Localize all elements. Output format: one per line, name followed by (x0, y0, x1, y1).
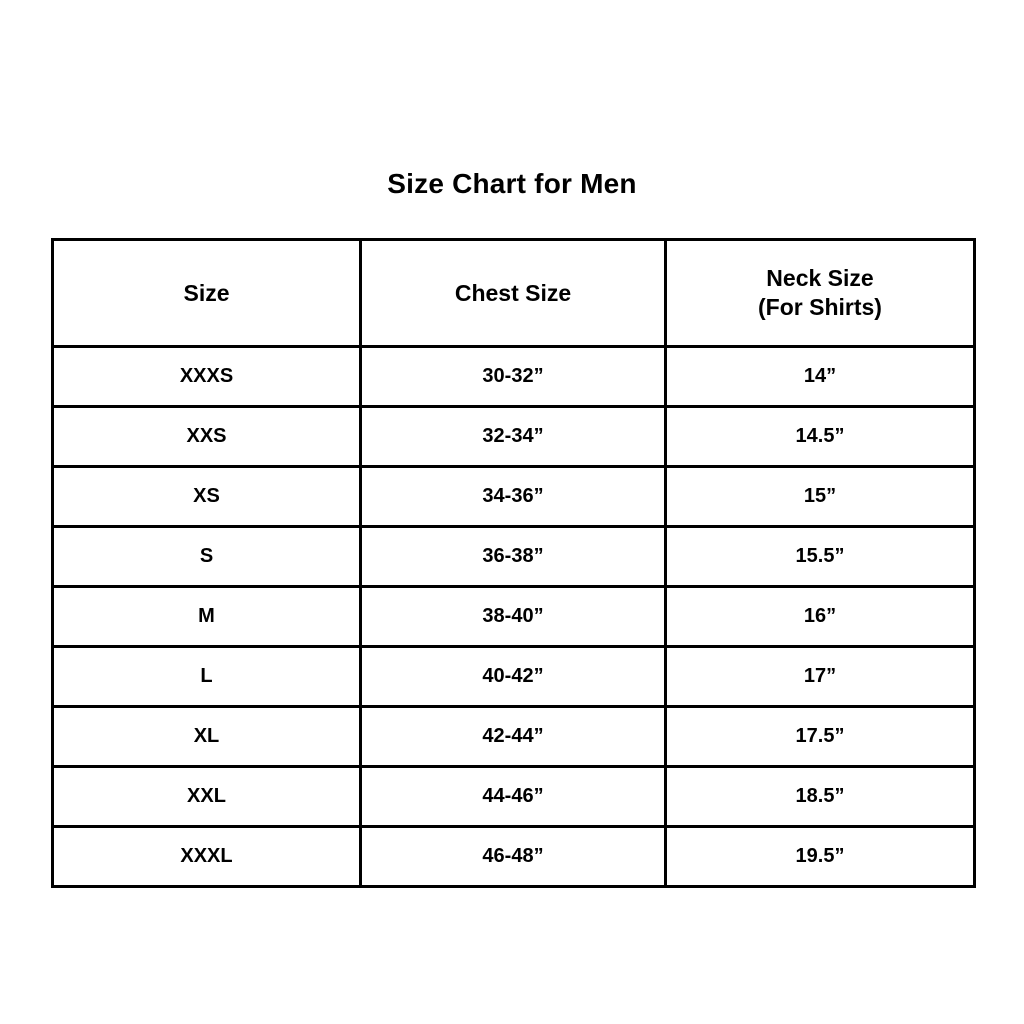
cell-size: M (53, 587, 361, 647)
cell-chest: 32-34” (361, 407, 666, 467)
cell-neck: 14” (666, 347, 975, 407)
cell-size: XL (53, 707, 361, 767)
cell-chest: 46-48” (361, 827, 666, 887)
table-body (53, 347, 975, 887)
column-header-size (53, 240, 361, 347)
cell-neck: 14.5” (666, 407, 975, 467)
page-title: Size Chart for Men (387, 168, 637, 199)
cell-chest: 30-32” (361, 347, 666, 407)
table-row (53, 587, 975, 647)
table-row (53, 467, 975, 527)
cell-chest: 40-42” (361, 647, 666, 707)
table-row (53, 767, 975, 827)
table-row (53, 647, 975, 707)
cell-chest: 42-44” (361, 707, 666, 767)
column-header-neck-size (666, 240, 975, 347)
cell-size: XXXS (53, 347, 361, 407)
table-row (53, 707, 975, 767)
table-row (53, 827, 975, 887)
cell-size: XXS (53, 407, 361, 467)
column-header-neck-size-sublabel: (For Shirts) (758, 294, 882, 320)
table-row (53, 527, 975, 587)
cell-chest: 34-36” (361, 467, 666, 527)
column-header-size-label: Size (183, 279, 230, 306)
cell-size: S (53, 527, 361, 587)
cell-chest: 38-40” (361, 587, 666, 647)
size-chart-table (51, 238, 976, 888)
cell-neck: 15” (666, 467, 975, 527)
size-chart-table-wrapper (51, 238, 973, 888)
cell-size: XS (53, 467, 361, 527)
table-row (53, 347, 975, 407)
cell-neck: 17” (666, 647, 975, 707)
cell-chest: 36-38” (361, 527, 666, 587)
column-header-chest-size (361, 240, 666, 347)
column-header-chest-size-label: Chest Size (454, 279, 572, 306)
cell-chest: 44-46” (361, 767, 666, 827)
cell-neck: 19.5” (666, 827, 975, 887)
cell-size: XXL (53, 767, 361, 827)
cell-neck: 15.5” (666, 527, 975, 587)
cell-size: XXXL (53, 827, 361, 887)
cell-neck: 16” (666, 587, 975, 647)
column-header-neck-size-label: Neck Size (766, 265, 874, 292)
cell-size: L (53, 647, 361, 707)
table-row (53, 407, 975, 467)
cell-neck: 17.5” (666, 707, 975, 767)
cell-neck: 18.5” (666, 767, 975, 827)
table-header (53, 240, 975, 347)
table-header-row (53, 240, 975, 347)
